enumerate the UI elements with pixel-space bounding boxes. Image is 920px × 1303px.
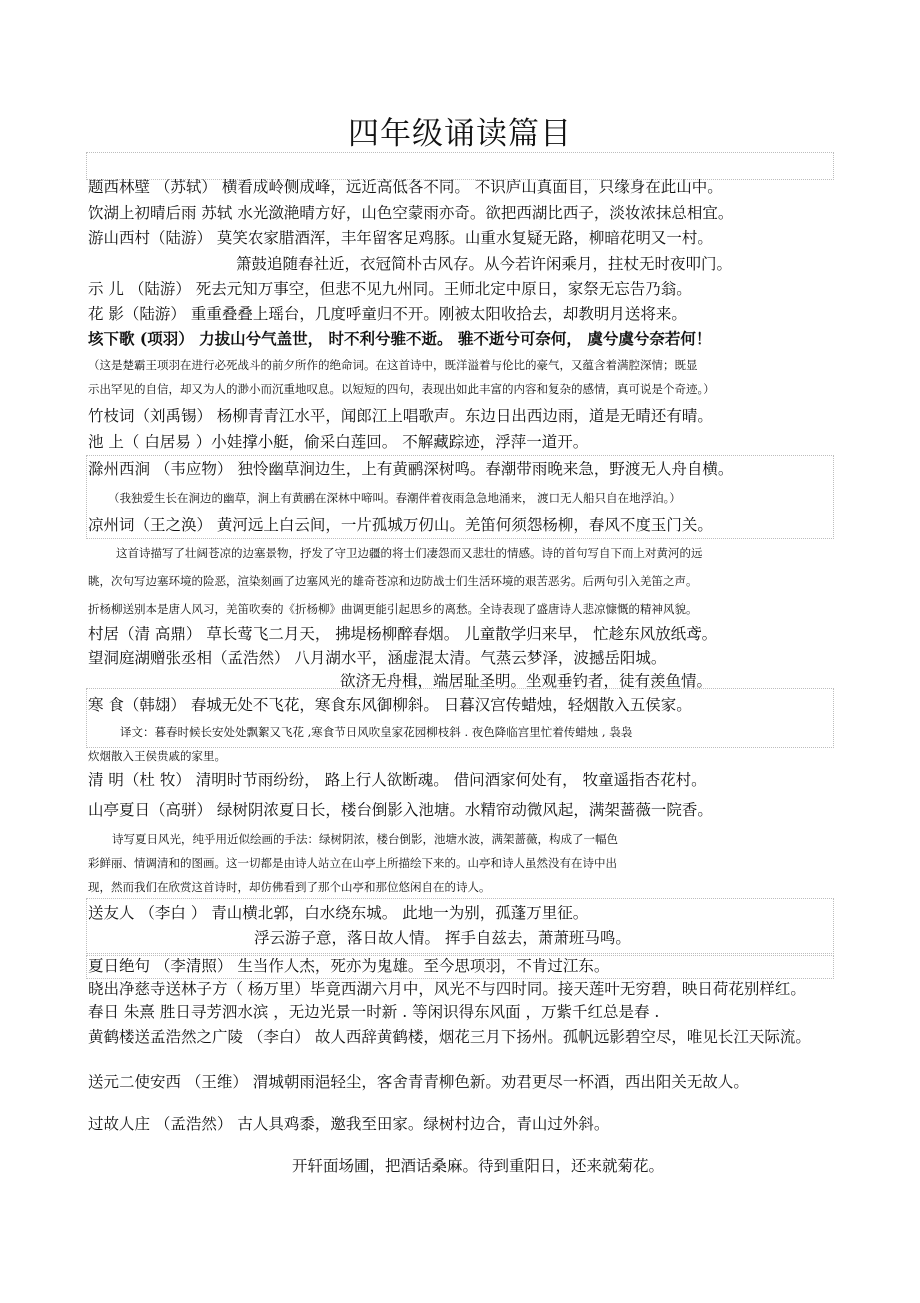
note-line: 眺，次句写边塞环境的险恶，渲染刻画了边塞风光的雄奇苍凉和边防战士们生活环境的艰苦恶劣。后两句引入羌笛之声。 (88, 574, 698, 588)
poem-line: 黄鹤楼送孟浩然之广陵 （李白） 故人西辞黄鹤楼，烟花三月下扬州。孤帆远影碧空尽，唯见长江天际流。 (88, 1028, 811, 1046)
note-line: 译文：暮春时候长安处处飘絮又飞花 ,寒食节日风吹皇家花园柳枝斜 . 夜色降临宫里忙着传蜡烛 , 袅袅 (120, 725, 633, 739)
poem-line: 春日 朱熹 胜日寻芳泗水滨 ，无边光景一时新 . 等闲识得东风面 ，万紫千红总是春 . (88, 1003, 660, 1021)
poem-line: 游山西村（陆游） 莫笑农家腊酒浑，丰年留客足鸡豚。山重水复疑无路，柳暗花明又一村。 (88, 229, 713, 247)
poem-line: 题西林壁 （苏轼） 横看成岭侧成峰，远近高低各不同。 不识庐山真面目，只缘身在此山中。 (88, 178, 723, 196)
poem-line: 池 上（ 白居易 ）小娃撑小艇，偷采白莲回。 不解藏踪迹，浮萍一道开。 (88, 433, 589, 451)
poem-line: 夏日绝句 （李清照） 生当作人杰，死亦为鬼雄。至今思项羽，不肯过江东。 (88, 957, 610, 975)
note-line: 这首诗描写了壮阔苍凉的边塞景物，抒发了守卫边疆的将士们凄怨而又悲壮的情感。诗的首句写自下而上对黄河的远 (116, 546, 703, 560)
poem-line: 饮湖上初晴后雨 苏轼 水光潋滟晴方好，山色空蒙雨亦奇。欲把西湖比西子，淡妆浓抹总相宜。 (88, 204, 734, 222)
poem-line: 村居（清 高鼎） 草长莺飞二月天， 拂堤杨柳醉春烟。 儿童散学归来早， 忙趁东风放纸鸢。 (88, 625, 718, 643)
poem-line: 竹枝词（刘禹锡） 杨柳青青江水平，闻郎江上唱歌声。东边日出西边雨，道是无晴还有晴。 (88, 407, 713, 425)
poem-line: 示 儿 （陆游） 死去元知万事空，但悲不见九州同。王师北定中原日，家祭无忘告乃翁。 (88, 280, 692, 298)
page-title: 四年级诵读篇目 (348, 116, 572, 152)
poem-line: 送友人 （李白 ） 青山横北郭，白水绕东城。 此地一为别，孤蓬万里征。 (88, 904, 589, 922)
poem-line: 晓出净慈寺送林子方（ 杨万里）毕竟西湖六月中，风光不与四时同。接天莲叶无穷碧，映日荷花别样红。 (88, 980, 806, 998)
poem-line: 浮云游子意，落日故人情。 挥手自兹去，萧萧班马鸣。 (254, 929, 631, 947)
section-box (86, 152, 834, 180)
poem-line: 开轩面场圃，把酒话桑麻。待到重阳日，还来就菊花。 (292, 1157, 665, 1175)
poem-line: 清 明（杜 牧） 清明时节雨纷纷， 路上行人欲断魂。 借问酒家何处有， 牧童遥指杏花村。 (88, 771, 707, 789)
note-line: 炊烟散入王侯贵戚的家里。 (88, 749, 226, 763)
note-line: 示出罕见的自信，却又为人的渺小而沉重地叹息。以短短的四句，表现出如此丰富的内容和复杂的感情，真可说是个奇迹。） (88, 382, 715, 396)
poem-line: 凉州词（王之涣） 黄河远上白云间，一片孤城万仞山。羌笛何须怨杨柳，春风不度玉门关。 (88, 516, 713, 534)
note-line: （这是楚霸王项羽在进行必死战斗的前夕所作的绝命词。在这首诗中，既洋溢着与伦比的豪气，又蕴含着满腔深情；既显 (88, 358, 698, 372)
poem-line: 送元二使安西 （王维） 渭城朝雨浥轻尘，客舍青青柳色新。劝君更尽一杯酒，西出阳关无故人。 (88, 1073, 749, 1091)
note-line: 彩鲜丽、情调清和的图画。这一切都是由诗人站立在山亭上所描绘下来的。山亭和诗人虽然没有在诗中出 (88, 856, 617, 870)
note-line: 诗写夏日风光，纯乎用近似绘画的手法：绿树阴浓，楼台倒影，池塘水波，满架蔷薇，构成了一幅色 (112, 832, 618, 846)
poem-line: 花 影（陆游） 重重叠叠上瑶台，几度呼童归不开。刚被太阳收拾去，却教明月送将来。 (88, 305, 687, 323)
poem-line: 滁州西涧 （韦应物） 独怜幽草涧边生，上有黄鹂深树鸣。春潮带雨晚来急，野渡无人舟自横。 (88, 460, 734, 478)
poem-line: 过故人庄 （孟浩然） 古人具鸡黍，邀我至田家。绿树村边合，青山过外斜。 (88, 1115, 610, 1133)
poem-line: 山亭夏日（高骈） 绿树阴浓夏日长，楼台倒影入池塘。水精帘动微风起，满架蔷薇一院香。 (88, 801, 713, 819)
poem-line: 寒 食（韩翃） 春城无处不飞花，寒食东风御柳斜。 日暮汉宫传蜡烛，轻烟散入五侯家。 (88, 696, 692, 714)
poem-line: 欲济无舟楫，端居耻圣明。坐观垂钓者，徒有羡鱼情。 (340, 672, 713, 690)
poem-line: 箫鼓追随春社近，衣冠简朴古风存。从今若许闲乘月，拄杖无时夜叩门。 (236, 255, 733, 273)
note-line: （我独爱生长在涧边的幽草，涧上有黄鹂在深林中啼叫。春潮伴着夜雨急急地涌来， 渡口无人船只自在地浮泊。） (108, 491, 681, 505)
poem-line: 垓下歌 (项羽） 力拔山兮气盖世， 时不利兮骓不逝。 骓不逝兮可奈何， 虞兮虞兮奈若何！ (88, 329, 712, 348)
note-line: 现，然而我们在欣赏这首诗时，却仿佛看到了那个山亭和那位悠闲自在的诗人。 (88, 880, 491, 894)
poem-line: 望洞庭湖赠张丞相（孟浩然） 八月湖水平，涵虚混太清。气蒸云梦泽，波撼岳阳城。 (88, 649, 667, 667)
note-line: 折杨柳送别本是唐人风习，羌笛吹奏的《折杨柳》曲调更能引起思乡的离愁。全诗表现了盛唐诗人悲凉慷慨的精神风貌。 (88, 602, 698, 616)
